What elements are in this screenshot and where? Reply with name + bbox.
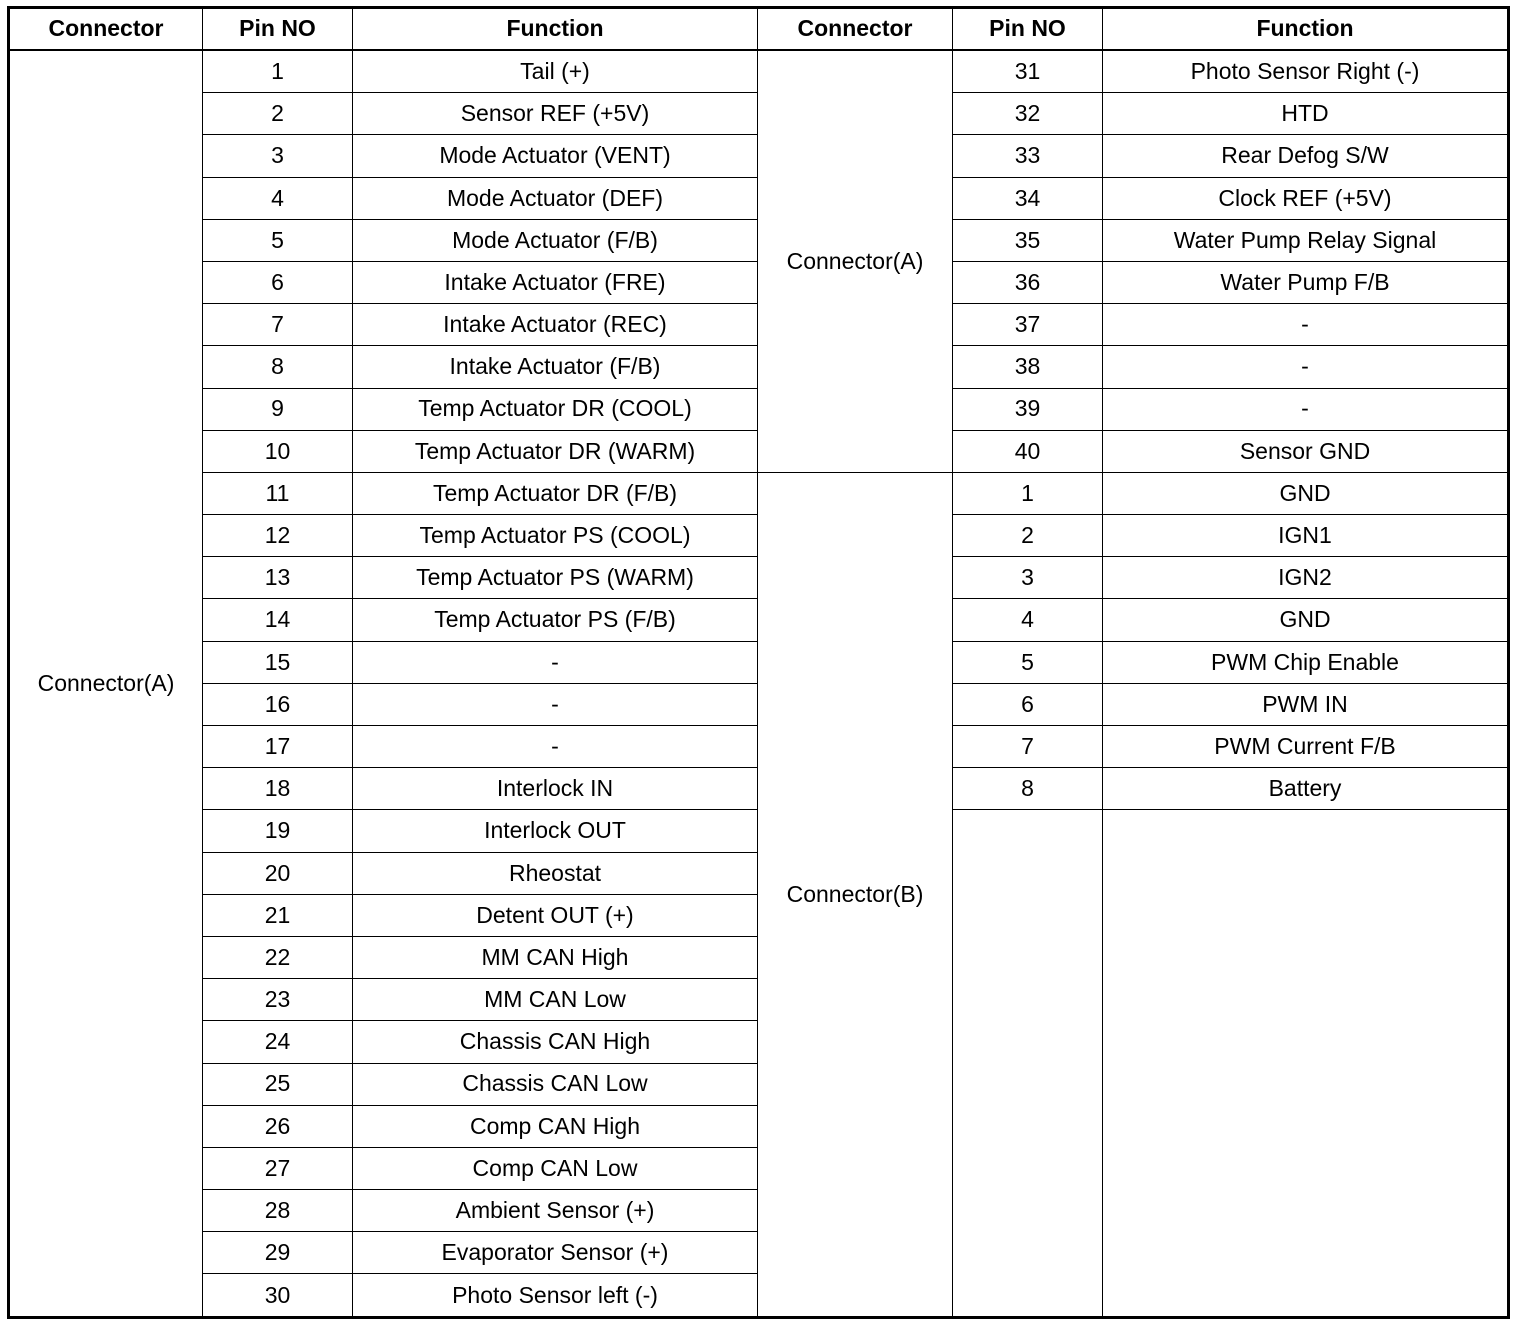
- left-function-cell: Detent OUT (+): [353, 894, 758, 936]
- header-pin-right: Pin NO: [953, 8, 1103, 51]
- left-function-cell: -: [353, 683, 758, 725]
- right-function-cell: GND: [1103, 599, 1509, 641]
- header-connector-left: Connector: [9, 8, 203, 51]
- left-pin-cell: 28: [203, 1190, 353, 1232]
- right-function-cell: -: [1103, 388, 1509, 430]
- left-function-cell: Comp CAN Low: [353, 1147, 758, 1189]
- left-pin-cell: 23: [203, 979, 353, 1021]
- left-function-cell: Intake Actuator (REC): [353, 304, 758, 346]
- header-row: [9, 8, 1509, 51]
- left-function-cell: Photo Sensor left (-): [353, 1274, 758, 1318]
- right-function-cell: Clock REF (+5V): [1103, 177, 1509, 219]
- header-connector-right: Connector: [758, 8, 953, 51]
- left-function-cell: MM CAN Low: [353, 979, 758, 1021]
- right-function-cell: -: [1103, 304, 1509, 346]
- right-pin-cell: 2: [953, 515, 1103, 557]
- right-empty-pin-cell: [953, 810, 1103, 1318]
- left-pin-cell: 27: [203, 1147, 353, 1189]
- left-pin-cell: 14: [203, 599, 353, 641]
- right-pin-cell: 6: [953, 683, 1103, 725]
- left-function-cell: -: [353, 641, 758, 683]
- left-pin-cell: 20: [203, 852, 353, 894]
- left-pin-cell: 9: [203, 388, 353, 430]
- right-pin-cell: 34: [953, 177, 1103, 219]
- left-function-cell: Temp Actuator PS (COOL): [353, 515, 758, 557]
- right-function-cell: HTD: [1103, 93, 1509, 135]
- left-function-cell: Interlock IN: [353, 768, 758, 810]
- right-pin-cell: 4: [953, 599, 1103, 641]
- right-pin-cell: 1: [953, 472, 1103, 514]
- left-function-cell: Temp Actuator PS (WARM): [353, 557, 758, 599]
- left-function-cell: Mode Actuator (VENT): [353, 135, 758, 177]
- left-function-cell: Tail (+): [353, 50, 758, 93]
- right-function-cell: PWM Chip Enable: [1103, 641, 1509, 683]
- right-function-cell: Photo Sensor Right (-): [1103, 50, 1509, 93]
- right-connector-cell: Connector(B): [758, 472, 953, 1317]
- left-function-cell: Temp Actuator DR (WARM): [353, 430, 758, 472]
- left-pin-cell: 1: [203, 50, 353, 93]
- left-pin-cell: 3: [203, 135, 353, 177]
- left-pin-cell: 19: [203, 810, 353, 852]
- right-function-cell: PWM Current F/B: [1103, 726, 1509, 768]
- left-pin-cell: 15: [203, 641, 353, 683]
- left-function-cell: Ambient Sensor (+): [353, 1190, 758, 1232]
- left-pin-cell: 13: [203, 557, 353, 599]
- pin-function-table: [7, 6, 1510, 1319]
- left-function-cell: Comp CAN High: [353, 1105, 758, 1147]
- left-pin-cell: 7: [203, 304, 353, 346]
- right-pin-cell: 39: [953, 388, 1103, 430]
- left-pin-cell: 10: [203, 430, 353, 472]
- left-connector-cell: Connector(A): [9, 50, 203, 1318]
- left-pin-cell: 30: [203, 1274, 353, 1318]
- left-function-cell: Chassis CAN Low: [353, 1063, 758, 1105]
- right-pin-cell: 33: [953, 135, 1103, 177]
- left-pin-cell: 22: [203, 936, 353, 978]
- right-pin-cell: 40: [953, 430, 1103, 472]
- right-pin-cell: 36: [953, 261, 1103, 303]
- table-body: [9, 50, 1509, 1318]
- right-pin-cell: 38: [953, 346, 1103, 388]
- left-pin-cell: 12: [203, 515, 353, 557]
- left-pin-cell: 2: [203, 93, 353, 135]
- left-function-cell: Intake Actuator (F/B): [353, 346, 758, 388]
- right-function-cell: Rear Defog S/W: [1103, 135, 1509, 177]
- left-pin-cell: 25: [203, 1063, 353, 1105]
- left-pin-cell: 6: [203, 261, 353, 303]
- right-pin-cell: 31: [953, 50, 1103, 93]
- table-row: [9, 50, 1509, 93]
- right-function-cell: -: [1103, 346, 1509, 388]
- left-pin-cell: 18: [203, 768, 353, 810]
- left-function-cell: Temp Actuator PS (F/B): [353, 599, 758, 641]
- left-pin-cell: 4: [203, 177, 353, 219]
- right-function-cell: IGN2: [1103, 557, 1509, 599]
- left-function-cell: Interlock OUT: [353, 810, 758, 852]
- left-function-cell: Temp Actuator DR (COOL): [353, 388, 758, 430]
- right-pin-cell: 32: [953, 93, 1103, 135]
- left-pin-cell: 16: [203, 683, 353, 725]
- right-function-cell: Sensor GND: [1103, 430, 1509, 472]
- header-pin-left: Pin NO: [203, 8, 353, 51]
- left-function-cell: Evaporator Sensor (+): [353, 1232, 758, 1274]
- left-function-cell: Sensor REF (+5V): [353, 93, 758, 135]
- left-function-cell: -: [353, 726, 758, 768]
- left-pin-cell: 21: [203, 894, 353, 936]
- right-pin-cell: 35: [953, 219, 1103, 261]
- right-pin-cell: 3: [953, 557, 1103, 599]
- right-pin-cell: 5: [953, 641, 1103, 683]
- left-function-cell: MM CAN High: [353, 936, 758, 978]
- left-pin-cell: 29: [203, 1232, 353, 1274]
- right-function-cell: Battery: [1103, 768, 1509, 810]
- left-pin-cell: 8: [203, 346, 353, 388]
- left-function-cell: Intake Actuator (FRE): [353, 261, 758, 303]
- left-pin-cell: 17: [203, 726, 353, 768]
- right-pin-cell: 8: [953, 768, 1103, 810]
- right-function-cell: IGN1: [1103, 515, 1509, 557]
- left-function-cell: Temp Actuator DR (F/B): [353, 472, 758, 514]
- right-pin-cell: 7: [953, 726, 1103, 768]
- right-connector-cell: Connector(A): [758, 50, 953, 472]
- left-function-cell: Rheostat: [353, 852, 758, 894]
- header-function-right: Function: [1103, 8, 1509, 51]
- left-pin-cell: 5: [203, 219, 353, 261]
- right-empty-function-cell: [1103, 810, 1509, 1318]
- right-pin-cell: 37: [953, 304, 1103, 346]
- header-function-left: Function: [353, 8, 758, 51]
- right-function-cell: GND: [1103, 472, 1509, 514]
- left-function-cell: Mode Actuator (DEF): [353, 177, 758, 219]
- right-function-cell: Water Pump F/B: [1103, 261, 1509, 303]
- left-pin-cell: 24: [203, 1021, 353, 1063]
- right-function-cell: Water Pump Relay Signal: [1103, 219, 1509, 261]
- right-function-cell: PWM IN: [1103, 683, 1509, 725]
- left-pin-cell: 26: [203, 1105, 353, 1147]
- table-row: [9, 472, 1509, 514]
- left-pin-cell: 11: [203, 472, 353, 514]
- left-function-cell: Chassis CAN High: [353, 1021, 758, 1063]
- left-function-cell: Mode Actuator (F/B): [353, 219, 758, 261]
